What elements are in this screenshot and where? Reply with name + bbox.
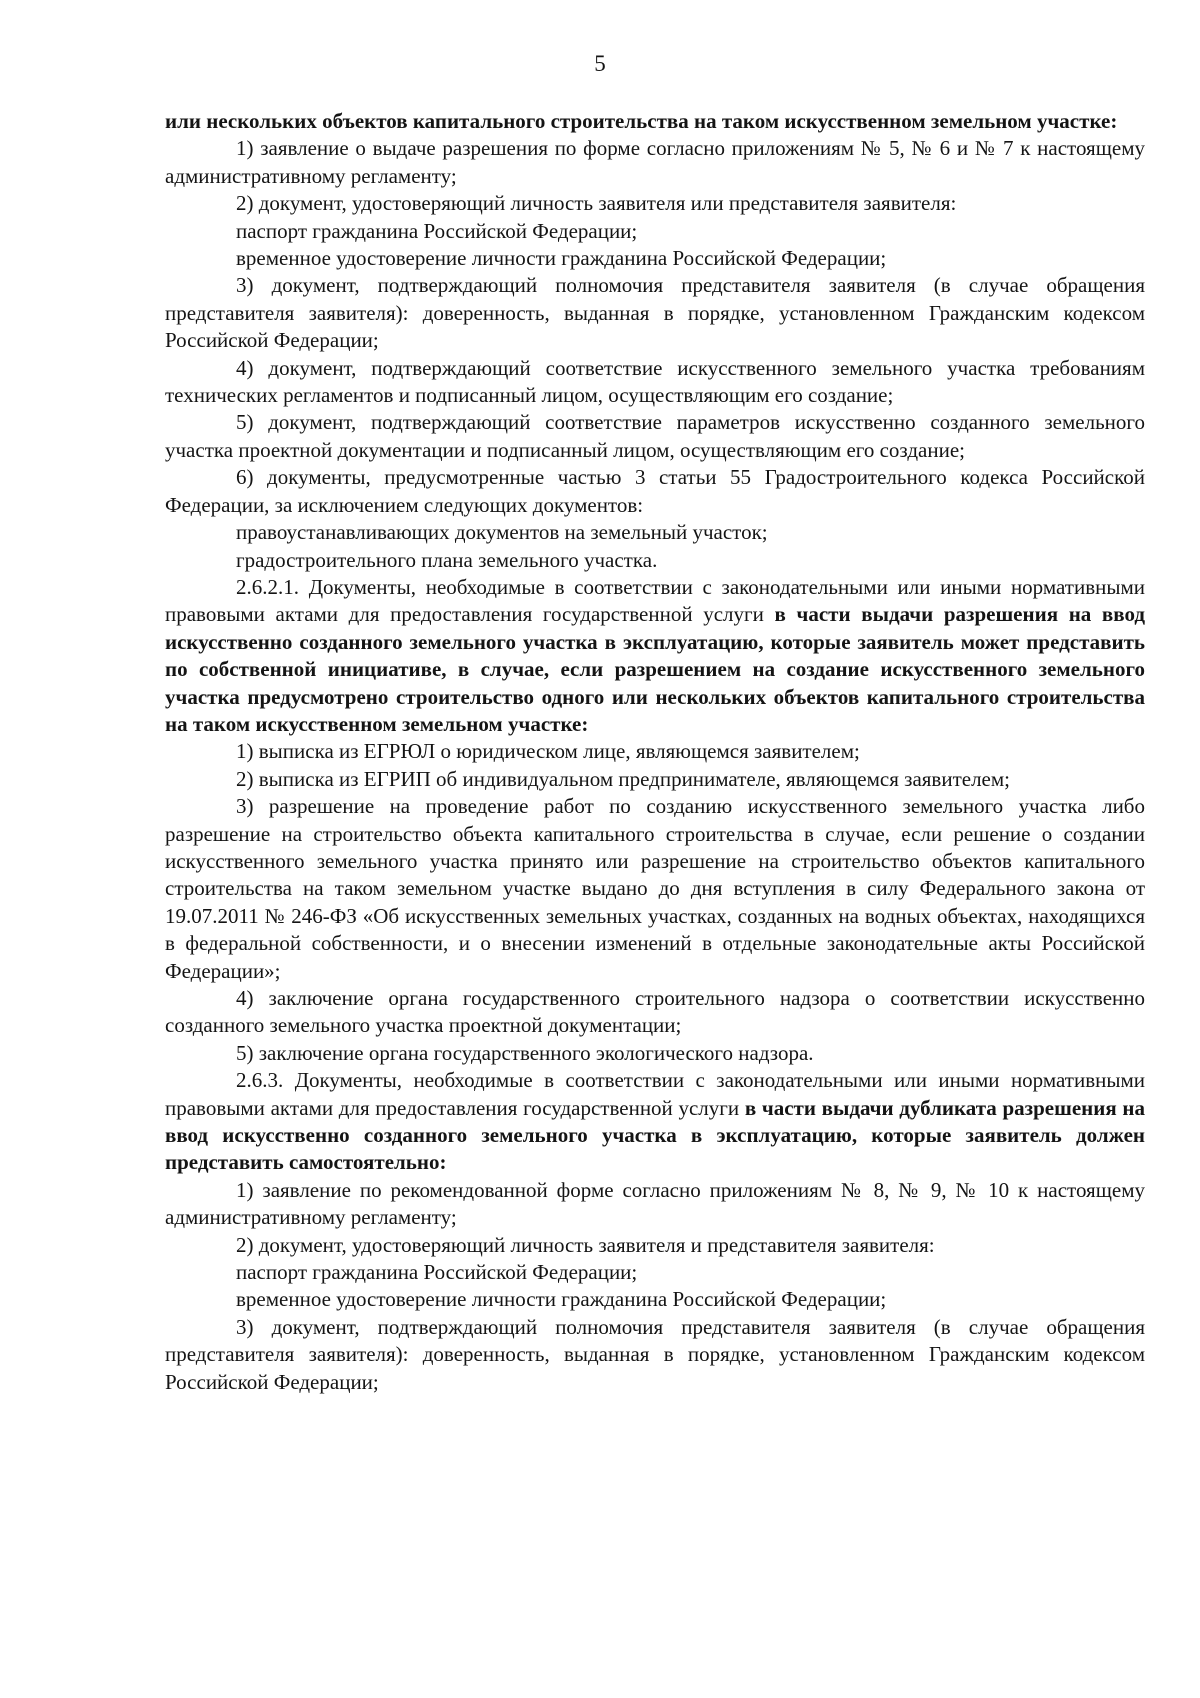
list-item-application: 1) заявление о выдаче разрешения по форме согласно приложениям № 5, № 6 и № 7 к настоящему административному регламенту; xyxy=(165,136,1145,188)
sub-item-temporary-id: временное удостоверение личности гражданина Российской Федерации; xyxy=(236,1287,887,1312)
section-2-6-2-1 xyxy=(165,574,1145,738)
list-item-egrip: 2) выписка из ЕГРИП об индивидуальном предпринимателе, являющемся заявителем; xyxy=(236,766,1010,791)
list-item-project-compliance: 5) документ, подтверждающий соответствие параметров искусственно созданного земельного участка проектной документации и подписанный лицом, осуществляющим его создание; xyxy=(165,410,1145,462)
page-number: 5 xyxy=(594,51,606,76)
list-item-power-of-attorney: 3) документ, подтверждающий полномочия представителя заявителя (в случае обращения представителя заявителя): доверенность, выданная в порядке, установленном Гражданским кодексом Российской Федерации; xyxy=(165,273,1145,353)
sub-item-urban-plan: градостроительного плана земельного участка. xyxy=(236,547,658,572)
document-body xyxy=(165,108,1145,1396)
paragraph-continuation xyxy=(165,108,1145,135)
list-item-technical-compliance: 4) документ, подтверждающий соответствие искусственного земельного участка требованиям технических регламентов и подписанный лицом, осуществляющим его создание; xyxy=(165,355,1145,408)
section-text: 2.6.3. Документы, необходимые в соответствии с законодательными или иными нормативными правовыми актами для предоставления государственной услуги xyxy=(165,1068,1145,1120)
bold-text: или нескольких объектов капитального строительства на таком искусственном земельном участке: xyxy=(165,109,1118,133)
sub-item-title-documents: правоустанавливающих документов на земельный участок; xyxy=(236,520,768,545)
sub-item-passport: паспорт гражданина Российской Федерации; xyxy=(236,1260,638,1285)
list-item-construction-supervision: 4) заключение органа государственного строительного надзора о соответствии искусственно созданного земельного участка проектной документации; xyxy=(165,986,1145,1038)
list-item-ecological-supervision: 5) заключение органа государственного экологического надзора. xyxy=(236,1040,814,1065)
section-2-6-3 xyxy=(165,1067,1145,1177)
list-item-identity-document: 2) документ, удостоверяющий личность заявителя или представителя заявителя: xyxy=(236,191,957,216)
sub-item-passport: паспорт гражданина Российской Федерации; xyxy=(236,218,638,243)
section-bold-text: в части выдачи разрешения на ввод искусственно созданного земельного участка в эксплуатацию, которые заявитель может представить по собственной инициативе, в случае, если разрешением на создание искусственного земельного участка предусмотрено строительство одного или нескольких объектов капитального строительства на таком искусственном земельном участке: xyxy=(165,602,1145,736)
list-item-urban-code-documents: 6) документы, предусмотренные частью 3 статьи 55 Градостроительного кодекса Российской Федерации, за исключением следующих документов: xyxy=(165,465,1145,517)
list-item-power-of-attorney: 3) документ, подтверждающий полномочия представителя заявителя (в случае обращения представителя заявителя): доверенность, выданная в порядке, установленном Гражданским кодексом Российской Федерации; xyxy=(165,1314,1145,1394)
list-item-identity-document: 2) документ, удостоверяющий личность заявителя и представителя заявителя: xyxy=(236,1232,935,1257)
section-bold-text: в части выдачи дубликата разрешения на ввод искусственно созданного земельного участка в эксплуатацию, которые заявитель должен представить самостоятельно: xyxy=(165,1095,1145,1175)
list-item-construction-permit: 3) разрешение на проведение работ по созданию искусственного земельного участка либо разрешение на строительство объекта капитального строительства в случае, если решение о создании искусственного земельного участка принято или разрешение на строительство объектов капитального строительства на таком земельном участке выдано до дня вступления в силу Федерального закона от 19.07.2011 № 246-ФЗ «Об искусственных земельных участках, созданных на водных объектах, находящихся в федеральной собственности, и о внесении изменений в отдельные законодательные акты Российской Федерации»; xyxy=(165,794,1145,983)
list-item-egrul: 1) выписка из ЕГРЮЛ о юридическом лице, являющемся заявителем; xyxy=(236,739,860,764)
sub-item-temporary-id: временное удостоверение личности гражданина Российской Федерации; xyxy=(236,246,887,271)
list-item-duplicate-application: 1) заявление по рекомендованной форме согласно приложениям № 8, № 9, № 10 к настоящему административному регламенту; xyxy=(165,1177,1145,1230)
section-text: 2.6.2.1. Документы, необходимые в соответствии с законодательными или иными нормативными правовыми актами для предоставления государственной услуги xyxy=(165,574,1145,627)
